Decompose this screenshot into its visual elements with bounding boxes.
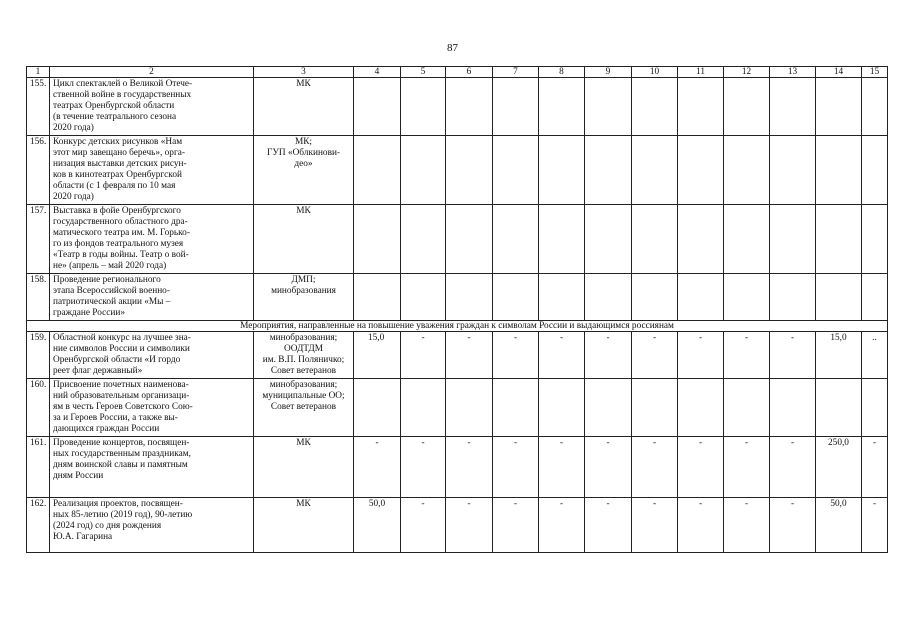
responsible-org: МК; ГУП «Облкинови- део»: [254, 136, 354, 205]
value-cell: [724, 78, 770, 136]
col-header: 5: [401, 67, 446, 78]
col-header: 11: [678, 67, 724, 78]
col-header: 1: [27, 67, 50, 78]
value-cell: -: [585, 498, 632, 553]
value-cell: -: [446, 437, 493, 498]
value-cell: [539, 274, 585, 321]
table-row: [27, 332, 888, 379]
section-title: Мероприятия, направленные на повышение уважения граждан к символам России и выдающимся россиянам: [27, 321, 888, 332]
col-header: 2: [50, 67, 254, 78]
value-cell: [585, 78, 632, 136]
value-cell: -: [493, 437, 539, 498]
value-cell: -: [493, 332, 539, 379]
table-row: [27, 498, 888, 553]
value-cell: [770, 205, 816, 274]
col-header: 14: [816, 67, 862, 78]
value-cell: [816, 274, 862, 321]
value-cell: -: [724, 437, 770, 498]
value-cell: -: [724, 498, 770, 553]
value-cell: -: [632, 332, 678, 379]
value-cell: -: [770, 437, 816, 498]
col-header: 6: [446, 67, 493, 78]
value-cell: -: [539, 437, 585, 498]
table-row: [27, 437, 888, 498]
responsible-org: минобразования; муниципальные ОО; Совет ветеранов: [254, 379, 354, 437]
value-cell: -: [770, 332, 816, 379]
value-cell: -: [632, 498, 678, 553]
table-row: [27, 274, 888, 321]
value-cell: [401, 205, 446, 274]
event-name: Проведение регионального этапа Всероссийской военно- патриотической акции «Мы – граждане России»: [50, 274, 254, 321]
value-cell: [493, 136, 539, 205]
value-cell: [724, 136, 770, 205]
value-cell: [493, 78, 539, 136]
col-header: 15: [862, 67, 888, 78]
value-cell: 250,0: [816, 437, 862, 498]
event-name: Конкурс детских рисунков «Нам этот мир завещано беречь», орга- низация выставки детских рисун- ков в кинотеатрах Оренбургской области (с 1 февраля по 10 мая 2020 года): [50, 136, 254, 205]
value-cell: [401, 274, 446, 321]
table-row: [27, 78, 888, 136]
value-cell: 50,0: [816, 498, 862, 553]
value-cell: [354, 78, 401, 136]
value-cell: [724, 274, 770, 321]
value-cell: [539, 136, 585, 205]
value-cell: [539, 78, 585, 136]
responsible-org: минобразования; ООДТДМ им. В.П. Поляничко; Совет ветеранов: [254, 332, 354, 379]
value-cell: [770, 78, 816, 136]
value-cell: [446, 274, 493, 321]
value-cell: [816, 205, 862, 274]
value-cell: -: [401, 498, 446, 553]
value-cell: [401, 78, 446, 136]
value-cell: [632, 78, 678, 136]
value-cell: [678, 274, 724, 321]
responsible-org: МК: [254, 437, 354, 498]
value-cell: -: [446, 332, 493, 379]
value-cell: -: [585, 332, 632, 379]
event-name: Присвоение почетных наименова- ний образовательным организаци- ям в честь Героев Советского Сою- за и Героев России, а также вы- дающихся граждан России: [50, 379, 254, 437]
value-cell: [862, 78, 888, 136]
value-cell: [354, 274, 401, 321]
table-row: [27, 136, 888, 205]
value-cell: [770, 136, 816, 205]
col-header: 9: [585, 67, 632, 78]
event-name: Реализация проектов, посвящен- ных 85-летию (2019 год), 90-летию (2024 год) со дня рождения Ю.А. Гагарина: [50, 498, 254, 553]
value-cell: -: [678, 437, 724, 498]
value-cell: [401, 136, 446, 205]
value-cell: [585, 136, 632, 205]
value-cell: -: [724, 332, 770, 379]
value-cell: [446, 136, 493, 205]
value-cell: [816, 78, 862, 136]
value-cell: -: [401, 332, 446, 379]
header-row: [27, 67, 888, 78]
table-row: [27, 379, 888, 437]
value-cell: -: [493, 498, 539, 553]
col-header: 12: [724, 67, 770, 78]
value-cell: [354, 136, 401, 205]
value-cell: [493, 205, 539, 274]
value-cell: 15,0: [354, 332, 401, 379]
value-cell: [862, 274, 888, 321]
row-number: 156.: [27, 136, 50, 205]
value-cell: [816, 136, 862, 205]
value-cell: 15,0: [816, 332, 862, 379]
value-cell: [493, 274, 539, 321]
row-number: 159.: [27, 332, 50, 379]
row-number: 161.: [27, 437, 50, 498]
row-number: 162.: [27, 498, 50, 553]
responsible-org: МК: [254, 78, 354, 136]
event-name: Проведение концертов, посвящен- ных государственным праздникам, дням воинской славы и памятным дням России: [50, 437, 254, 498]
value-cell: -: [862, 498, 888, 553]
value-cell: -: [770, 498, 816, 553]
value-cell: -: [446, 498, 493, 553]
value-cell: 50,0: [354, 498, 401, 553]
value-cell: [862, 205, 888, 274]
value-cell: [678, 205, 724, 274]
value-cell: [539, 205, 585, 274]
event-name: Цикл спектаклей о Великой Отече- ственной войне в государственных театрах Оренбургской области (в течение театрального сезона 2020 года): [50, 78, 254, 136]
value-cell: [585, 205, 632, 274]
value-cell: [632, 205, 678, 274]
col-header: 13: [770, 67, 816, 78]
value-cell: [354, 205, 401, 274]
col-header: 10: [632, 67, 678, 78]
value-cell: -: [862, 437, 888, 498]
value-cell: -: [678, 332, 724, 379]
value-cell: -: [539, 498, 585, 553]
table-row: [27, 205, 888, 274]
value-cell: [585, 274, 632, 321]
responsible-org: МК: [254, 498, 354, 553]
value-cell: [446, 78, 493, 136]
value-cell: [678, 136, 724, 205]
value-cell: [632, 136, 678, 205]
row-number: 157.: [27, 205, 50, 274]
section-row: [27, 321, 888, 332]
value-cell: ..: [862, 332, 888, 379]
row-number: 155.: [27, 78, 50, 136]
value-cell: [678, 78, 724, 136]
col-header: 3: [254, 67, 354, 78]
value-cell: [862, 136, 888, 205]
col-header: 8: [539, 67, 585, 78]
value-cell: [770, 274, 816, 321]
row-number: 158.: [27, 274, 50, 321]
value-cell: -: [401, 437, 446, 498]
row-number: 160.: [27, 379, 50, 437]
col-header: 7: [493, 67, 539, 78]
col-header: 4: [354, 67, 401, 78]
responsible-org: МК: [254, 205, 354, 274]
value-cell: -: [354, 437, 401, 498]
value-cell: [632, 274, 678, 321]
page-number: 87: [447, 42, 458, 54]
value-cell: -: [632, 437, 678, 498]
value-cell: -: [585, 437, 632, 498]
value-cell: -: [539, 332, 585, 379]
plan-table: [26, 66, 888, 553]
event-name: Выставка в фойе Оренбургского государственного областного дра- матического театра им. М. Горько- го из фондов театрального музея «Театр в годы войны. Театр о вой- не» (апрель – май 2020 года): [50, 205, 254, 274]
value-cell: [446, 205, 493, 274]
responsible-org: ДМП; минобразования: [254, 274, 354, 321]
value-cell: -: [678, 498, 724, 553]
event-name: Областной конкурс на лучшее зна- ние символов России и символики Оренбургской области «И гордо реет флаг державный»: [50, 332, 254, 379]
value-cell: [724, 205, 770, 274]
